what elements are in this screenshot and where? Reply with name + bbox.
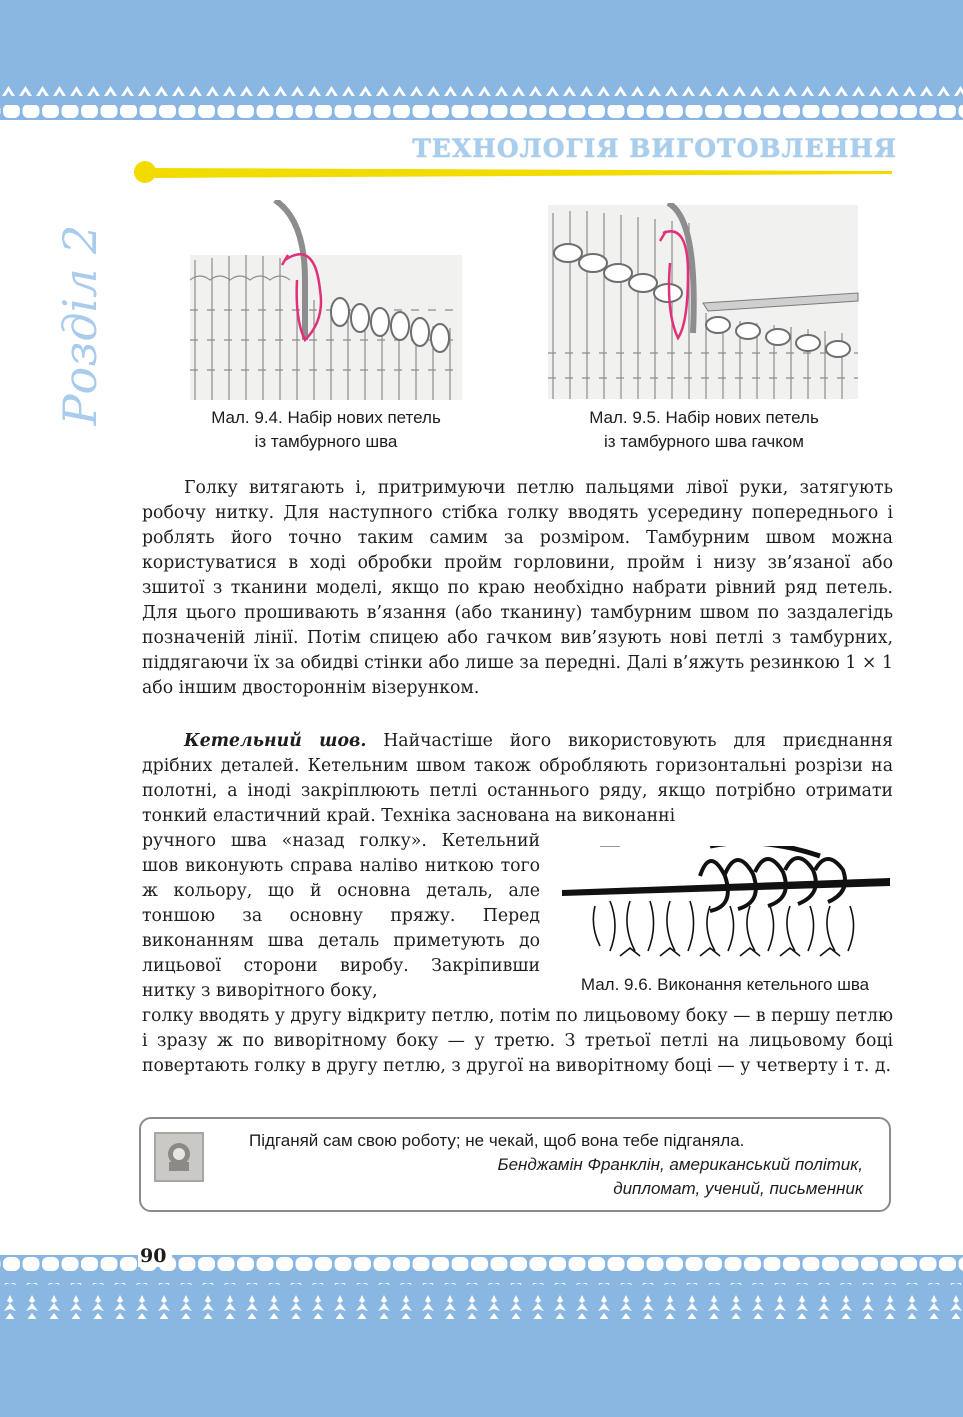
quote-box: [139, 1117, 891, 1212]
quote-author-line-1: Бенджамін Франклін, американський політик,: [497, 1155, 863, 1174]
main-paragraph-2: [142, 729, 893, 829]
main-paragraph-1: [142, 476, 893, 701]
section-title: ТЕХНОЛОГІЯ ВИГОТОВЛЕННЯ: [412, 134, 897, 163]
caption-line: із тамбурного шва гачком: [603, 432, 804, 451]
page-number: 90: [138, 1245, 172, 1267]
chapter-label: [35, 224, 125, 426]
main-paragraph-2-wrap: [142, 829, 540, 1004]
figure-9-4-illustration: [190, 200, 462, 400]
paragraph-text: ручного шва «назад голку». Кетельний шов виконують справа наліво ниткою того ж кольору, що й основна деталь, але тоншою за основну пряжу. Перед виконанням шва деталь приметують до лицьової сторони виробу. Закріпивши нитку з виворітного боку,: [142, 831, 540, 1001]
figure-9-4-caption: [170, 406, 482, 454]
term-ketelnyi-shov: Кетельний шов.: [184, 731, 367, 751]
figure-9-6-caption: Мал. 9.6. Виконання кетельного шва: [580, 975, 870, 994]
top-decorative-border: [0, 0, 963, 120]
top-border-pattern: [0, 0, 963, 120]
figure-9-6-illustration: [560, 846, 894, 964]
paragraph-text-part: Найчастіше його використовують для приєднання дрібних деталей. Кетельним швом також обробляють горизонтальні розрізи на полотні, а іноді закріплюють петлі останнього ряду, якщо потрібно отримати тонкий еластичний край. Техніка заснована на виконанні: [142, 731, 894, 826]
quote-author-line-2: дипломат, учений, письменник: [613, 1179, 863, 1198]
caption-line: Мал. 9.5. Набір нових петель: [589, 408, 819, 427]
figure-9-5-caption: [548, 406, 860, 454]
chapter-label-text: Розділ 2: [53, 224, 107, 426]
bottom-border-pattern: [0, 1255, 963, 1417]
main-paragraph-2-end: [142, 1004, 893, 1079]
clock-icon: [156, 1134, 202, 1180]
paragraph-text: [142, 729, 893, 829]
paragraph-text: голку вводять у другу відкриту петлю, потім по лицьовому боку — в першу петлю і зразу ж по виворітному боку — у третю. З третьої петлі на лицьовому боці повертають голку в другу петлю, з другої на виворітному боці — у четверту і т. д.: [142, 1006, 893, 1076]
quote-text: Підганяй сам свою роботу; не чекай, щоб вона тебе підганяла.: [249, 1131, 745, 1150]
figure-9-5-illustration: [548, 203, 860, 399]
quote-text-block: [249, 1129, 863, 1201]
header-yellow-line: [132, 158, 902, 188]
caption-line: Мал. 9.4. Набір нових петель: [211, 408, 441, 427]
paragraph-text: Голку витягають і, притримуючи петлю пальцями лівої руки, затягують робочу нитку. Для наступного стібка голку вводять усередину попереднього і роблять його точно таким самим за розміром. Тамбурним швом можна користуватися в ході обробки пройм горловини, пройм і низу зв’язаної або зшитої з тканини моделі, якщо по краю необхідно набрати рівний ряд петель. Для цього прошивають в’язання (або тканину) тамбурним швом по заздалегідь позначеній лінії. Потім спицею або гачком вив’язують нові петлі з тамбурних, піддягаючи їх за обидві стінки або лише за передні. Далі в’яжуть резинкою 1 × 1 або іншим двостороннім візерунком.: [142, 478, 893, 698]
bottom-decorative-border: [0, 1255, 963, 1417]
quote-icon: [154, 1132, 204, 1182]
caption-line: із тамбурного шва: [254, 432, 398, 451]
